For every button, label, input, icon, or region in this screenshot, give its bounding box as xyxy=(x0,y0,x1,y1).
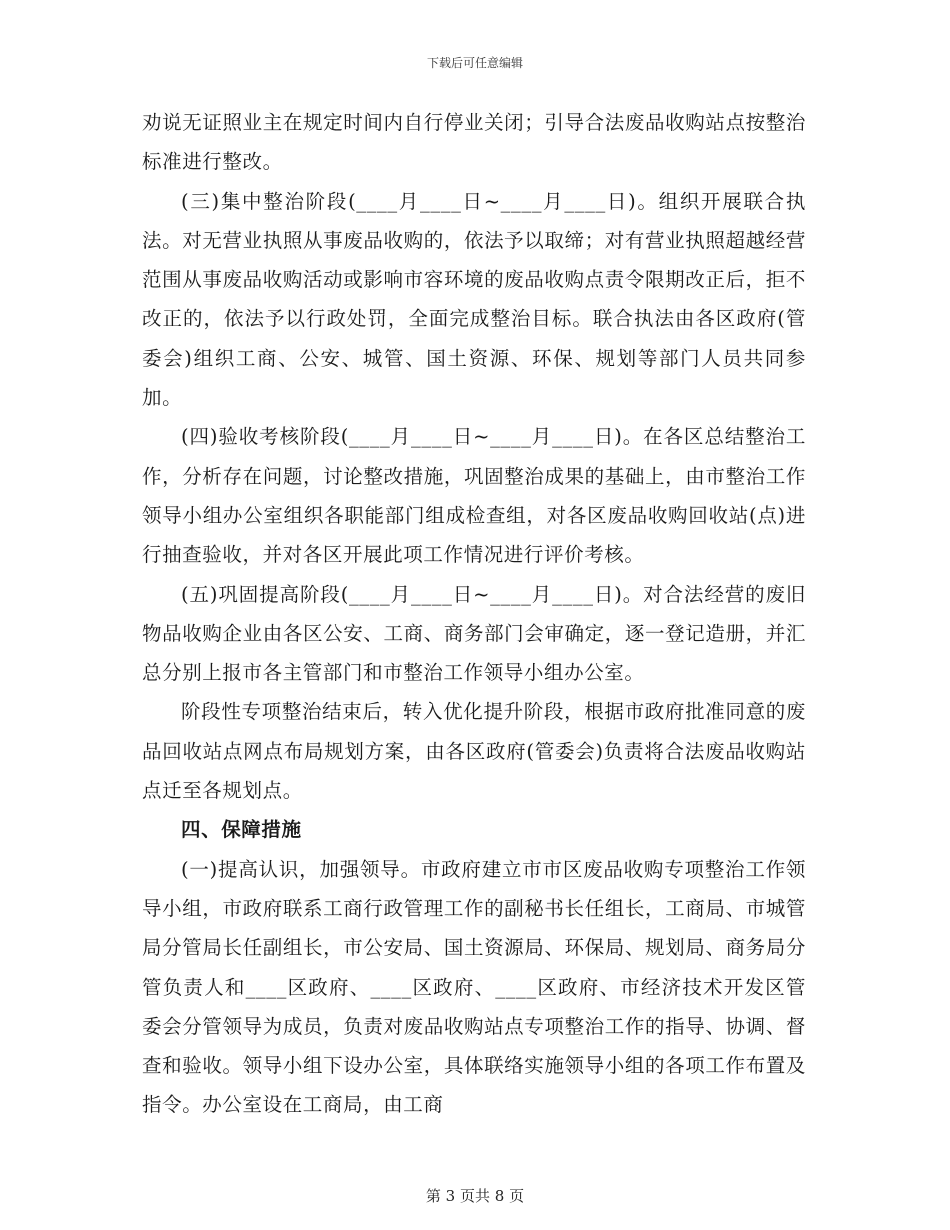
paragraph-4: (五)巩固提高阶段(____月____日~____月____日)。对合法经营的废旧物品收购企业由各区公安、工商、商务部门会审确定，逐一登记造册，并汇总分别上报市各主管部门和市整治工作领导小组办公室。 xyxy=(142,582,806,685)
paragraph-5: 阶段性专项整治结束后，转入优化提升阶段，根据市政府批准同意的废品回收站点网点布局规划方案，由各区政府(管委会)负责将合法废品收购站点迁至各规划点。 xyxy=(142,700,806,803)
paragraph-6: (一)提高认识，加强领导。市政府建立市市区废品收购专项整治工作领导小组，市政府联系工商行政管理工作的副秘书长任组长，工商局、市城管局分管局长任副组长，市公安局、国土资源局、环保局、规划局、商务局分管负责人和____区政府、____区政府、____区政府、市经济技术开发区管委会分管领导为成员，负责对废品收购站点专项整治工作的指导、协调、督查和验收。领导小组下设办公室，具体联络实施领导小组的各项工作布置及指令。办公室设在工商局，由工商 xyxy=(142,857,806,1117)
page-footer: 第 3 页共 8 页 xyxy=(425,1187,525,1205)
paragraph-2: (三)集中整治阶段(____月____日~____月____日)。组织开展联合执法。对无营业执照从事废品收购的，依法予以取缔；对有营业执照超越经营范围从事废品收购活动或影响市容环境的废品收购点责令限期改正后，拒不改正的，依法予以行政处罚，全面完成整治目标。联合执法由各区政府(管委会)组织工商、公安、城管、国土资源、环保、规划等部门人员共同参加。 xyxy=(142,189,806,410)
header-note: 下载后可任意编辑 xyxy=(426,56,523,70)
section-heading: 四、保障措施 xyxy=(181,818,302,842)
paragraph-3: (四)验收考核阶段(____月____日~____月____日)。在各区总结整治工作，分析存在问题，讨论整改措施，巩固整治成果的基础上，由市整治工作领导小组办公室组织各职能部门组成检查组，对各区废品收购回收站(点)进行抽查验收，并对各区开展此项工作情况进行评价考核。 xyxy=(142,425,806,567)
document-body xyxy=(142,103,806,1125)
paragraph-1: 劝说无证照业主在规定时间内自行停业关闭；引导合法废品收购站点按整治标准进行整改。 xyxy=(142,111,806,174)
